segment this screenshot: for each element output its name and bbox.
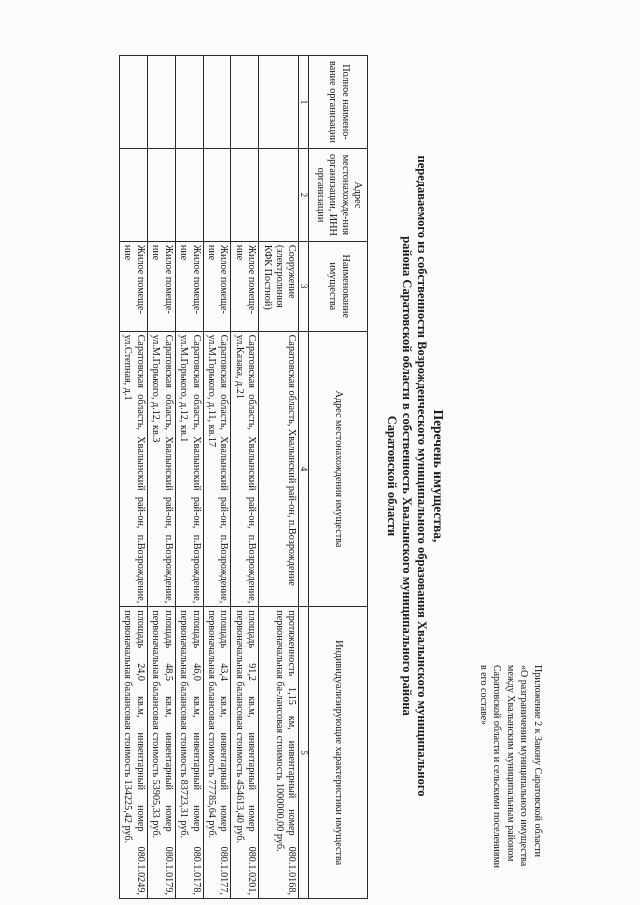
title-line: передаваемого из собственности Возрожденческого муниципального образования Хвалынского муниципального [415, 155, 429, 797]
table-row [175, 56, 203, 899]
title-main: Перечень имущества, [431, 409, 446, 543]
cell-org-address [175, 148, 203, 241]
header-org-name: Полное наимено-вание организации [309, 56, 368, 149]
table-row [203, 56, 231, 899]
cell-org [147, 56, 175, 149]
cell-org-address [147, 148, 175, 241]
cell-org-address [203, 148, 231, 241]
cell-characteristics: площадь 43,4 кв.м, инвентарный номер 080.1.0177, первоначальная балансовая стоимость 77785,64 руб. [203, 607, 231, 899]
appendix-line: между Хвалынским муниципальным районом [504, 665, 516, 862]
cell-characteristics: протяженность 1,15 км, инвентарный номер 080.1.0168, первоначальная ба-лансовая стоимость 1000000,00 руб. [259, 607, 299, 899]
cell-address: Саратовская область, Хвалынский рай-он, п.Возрождение, ул.Степная, д.1 [120, 331, 148, 607]
cell-org [175, 56, 203, 149]
cell-org [231, 56, 259, 149]
appendix-line: Саратовской области и сельскими поселениями [491, 665, 503, 868]
cell-characteristics: площадь 91,2 кв.м, инвентарный номер 080.1.0201, первоначальная балансовая стоимость 454613,40 руб. [231, 607, 259, 899]
cell-name: Жилое помеще-ние [120, 241, 148, 331]
column-number: 5 [299, 607, 309, 899]
cell-name: Жилое помеще-ние [231, 241, 259, 331]
cell-name: Жилое помеще-ние [203, 241, 231, 331]
cell-address: Саратовская область, Хвалынский рай-он, п.Возрождение, ул.М.Горького, д.12, кв.1 [175, 331, 203, 607]
cell-org-address [120, 148, 148, 241]
column-number: 4 [299, 331, 309, 607]
cell-org [259, 56, 299, 149]
cell-org-address [259, 148, 299, 241]
cell-name: Жилое помеще-ние [175, 241, 203, 331]
header-property-name: Наименование имущества [309, 241, 368, 331]
cell-characteristics: площадь 24,0 кв.м, инвентарный номер 080.1.0249, первоначальная балансовая стоимость 134225,42 руб. [120, 607, 148, 899]
cell-name: Сооружение (электролиния КФК Постной) [259, 241, 299, 331]
title-line: Саратовской области [385, 415, 399, 537]
column-number: 3 [299, 241, 309, 331]
appendix-note [476, 665, 544, 870]
cell-name: Жилое помеще-ние [147, 241, 175, 331]
table-header-row [309, 56, 368, 899]
cell-org [203, 56, 231, 149]
header-characteristics: Индивидуализирующие характеристики имущества [309, 607, 368, 899]
header-property-address: Адрес местонахождения имущества [309, 331, 368, 607]
cell-org [120, 56, 148, 149]
cell-address: Саратовская область, Хвалынский рай-он, п.Возрождение, ул.М.Горького, д.11, кв.17 [203, 331, 231, 607]
cell-address: Саратовская область, Хвалынский рай-он, п.Возрождение, ул.Казака, д.21 [231, 331, 259, 607]
table-row [120, 56, 148, 899]
column-number: 1 [299, 56, 309, 149]
header-org-address: Адрес местонахожде-ния организации, ИНН организации [309, 148, 368, 241]
table-row [231, 56, 259, 899]
appendix-line: Приложение 2 к Закону Саратовской области [532, 665, 543, 857]
cell-characteristics: площадь 48,5 кв.м, инвентарный номер 080.1.0179, первоначальная балансовая стоимость 53905,33 руб. [147, 607, 175, 899]
table-row [259, 56, 299, 899]
appendix-line: в его составе» [477, 665, 489, 726]
cell-address: Саратовская область, Хвалынский рай-он, п.Возрождение [259, 331, 299, 607]
cell-characteristics: площадь 46,0 кв.м, инвентарный номер 080.1.0178, первоначальная балансовая стоимость 83723,31 руб. [175, 607, 203, 899]
cell-org-address [231, 148, 259, 241]
cell-address: Саратовская область, Хвалынский рай-он, п.Возрождение, ул.М.Горького, д.12, кв.3 [147, 331, 175, 607]
appendix-line: «О разграничении муниципального имущества [518, 665, 530, 867]
property-table [119, 55, 368, 899]
table-row [147, 56, 175, 899]
title-line: района Саратовской области в собственность Хвалынского муниципального района [400, 236, 414, 716]
column-number-row [299, 56, 309, 899]
document-title [384, 96, 446, 856]
column-number: 2 [299, 148, 309, 241]
